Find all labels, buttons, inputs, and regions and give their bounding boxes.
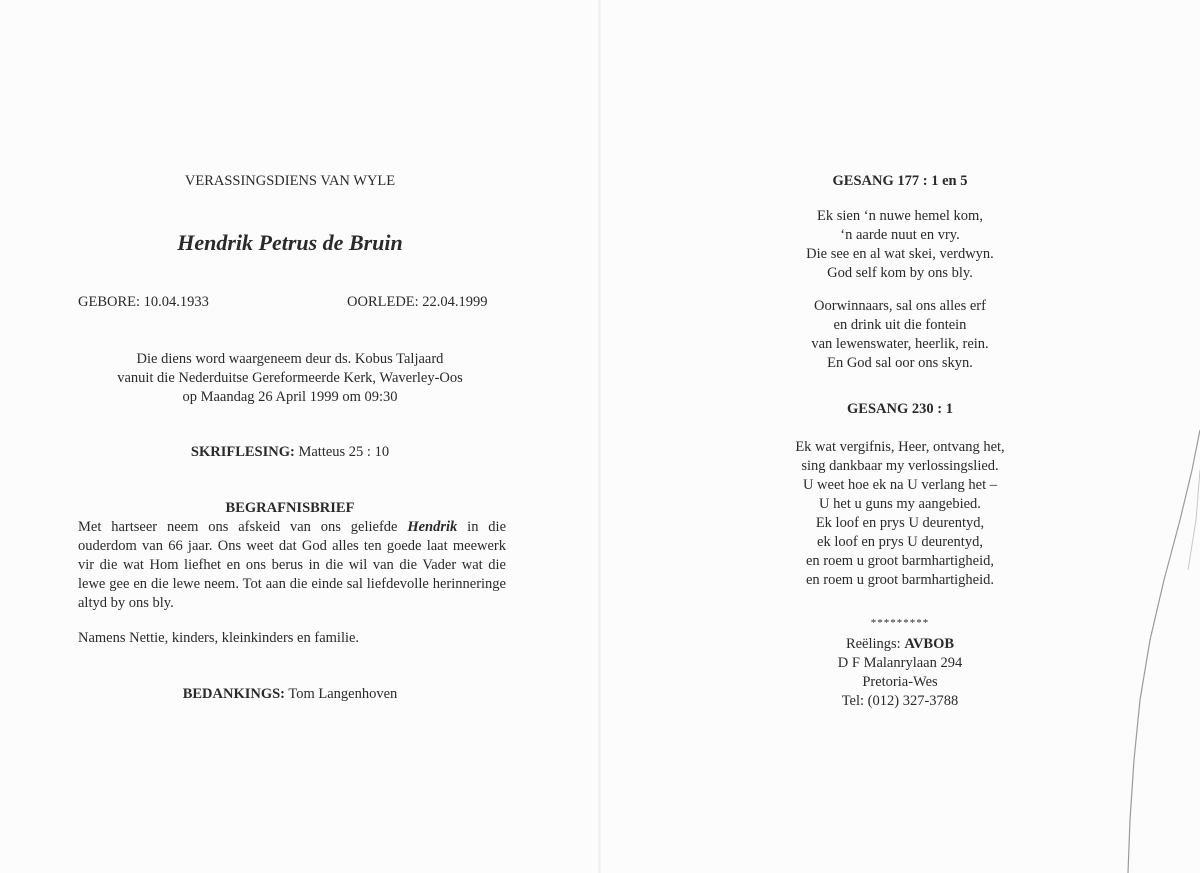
acknowledgements bbox=[90, 685, 490, 704]
service-line: op Maandag 26 April 1999 om 09:30 bbox=[182, 389, 398, 405]
funeral-letter bbox=[78, 518, 506, 613]
scripture-reading bbox=[90, 443, 490, 462]
hymn-230-heading: GESANG 230 : 1 bbox=[847, 401, 953, 417]
service-line: Die diens word waargeneem deur ds. Kobus Taljaard bbox=[136, 351, 444, 367]
letter-heading: BEGRAFNISBRIEF bbox=[225, 500, 355, 516]
arrangements-label: Reëlings: bbox=[845, 636, 901, 652]
hymn-line: En God sal oor ons skyn. bbox=[827, 355, 973, 371]
hymn-230-verse bbox=[700, 438, 1100, 590]
thanks-value: Tom Langenhoven bbox=[288, 686, 398, 702]
arrangements-line bbox=[700, 635, 1100, 654]
page-fold bbox=[598, 0, 601, 873]
letter-name: Hendrik bbox=[407, 519, 458, 535]
funeral-arrangements bbox=[700, 635, 1100, 711]
thanks-label: BEDANKINGS: bbox=[182, 686, 286, 702]
service-heading: VERASSINGSDIENS VAN WYLE bbox=[184, 173, 396, 189]
phone-line: Tel: (012) 327-3788 bbox=[841, 693, 959, 709]
hymn-177-verse-2 bbox=[700, 297, 1100, 373]
hymn-line: Ek sien ‘n nuwe hemel kom, bbox=[817, 208, 983, 224]
hymn-line: ek loof en prys U deurentyd, bbox=[817, 534, 983, 550]
hymn-line: U weet hoe ek na U verlang het – bbox=[802, 477, 998, 493]
letter-text-start: Met hartseer neem ons afskeid van ons geliefde bbox=[78, 519, 398, 535]
address-line: D F Malanrylaan 294 bbox=[837, 655, 963, 671]
service-line: vanuit die Nederduitse Gereformeerde Kerk, Waverley-Oos bbox=[117, 370, 463, 386]
hymn-line: U het u guns my aangebied. bbox=[819, 496, 981, 512]
star-divider: ********* bbox=[870, 617, 930, 629]
hymn-line: en drink uit die fontein bbox=[833, 317, 967, 333]
hymn-line: sing dankbaar my verlossingslied. bbox=[801, 458, 999, 474]
arrangements-company: AVBOB bbox=[904, 636, 955, 652]
hymn-line: en roem u groot barmhartigheid, bbox=[805, 553, 995, 569]
on-behalf-line: Namens Nettie, kinders, kleinkinders en familie. bbox=[78, 630, 360, 646]
hymn-line: Ek loof en prys U deurentyd, bbox=[815, 515, 985, 531]
death-date: OORLEDE: 22.04.1999 bbox=[347, 294, 488, 310]
service-details bbox=[70, 350, 510, 407]
hymn-177-verse-1 bbox=[700, 207, 1100, 283]
hymn-line: Ek wat vergifnis, Heer, ontvang het, bbox=[795, 439, 1005, 455]
hymn-line: Die see en al wat skei, verdwyn. bbox=[806, 246, 994, 262]
hymn-line: ‘n aarde nuut en vry. bbox=[840, 227, 960, 243]
scripture-value: Matteus 25 : 10 bbox=[298, 444, 390, 460]
scripture-label: SKRIFLESING: bbox=[190, 444, 295, 460]
hymn-line: van lewenswater, heerlik, rein. bbox=[811, 336, 989, 352]
hymn-line: en roem u groot barmhartigheid. bbox=[805, 572, 995, 588]
deceased-name: Hendrik Petrus de Bruin bbox=[177, 230, 403, 255]
address-line: Pretoria-Wes bbox=[862, 674, 938, 690]
hymn-line: Oorwinnaars, sal ons alles erf bbox=[814, 298, 986, 314]
hymn-line: God self kom by ons bly. bbox=[827, 265, 973, 281]
letter-text-end: in die ouderdom van 66 jaar. Ons weet dat God alles ten goede laat meewerk vir die wat Hom liefhet en ons berus in die wil van die Vader wat die lewe gee en die lewe neem. Tot aan die einde sal liefdevolle herinneringe altyd by ons bly. bbox=[78, 519, 507, 611]
hymn-177-heading: GESANG 177 : 1 en 5 bbox=[832, 173, 968, 189]
birth-date: GEBORE: 10.04.1933 bbox=[78, 294, 209, 310]
